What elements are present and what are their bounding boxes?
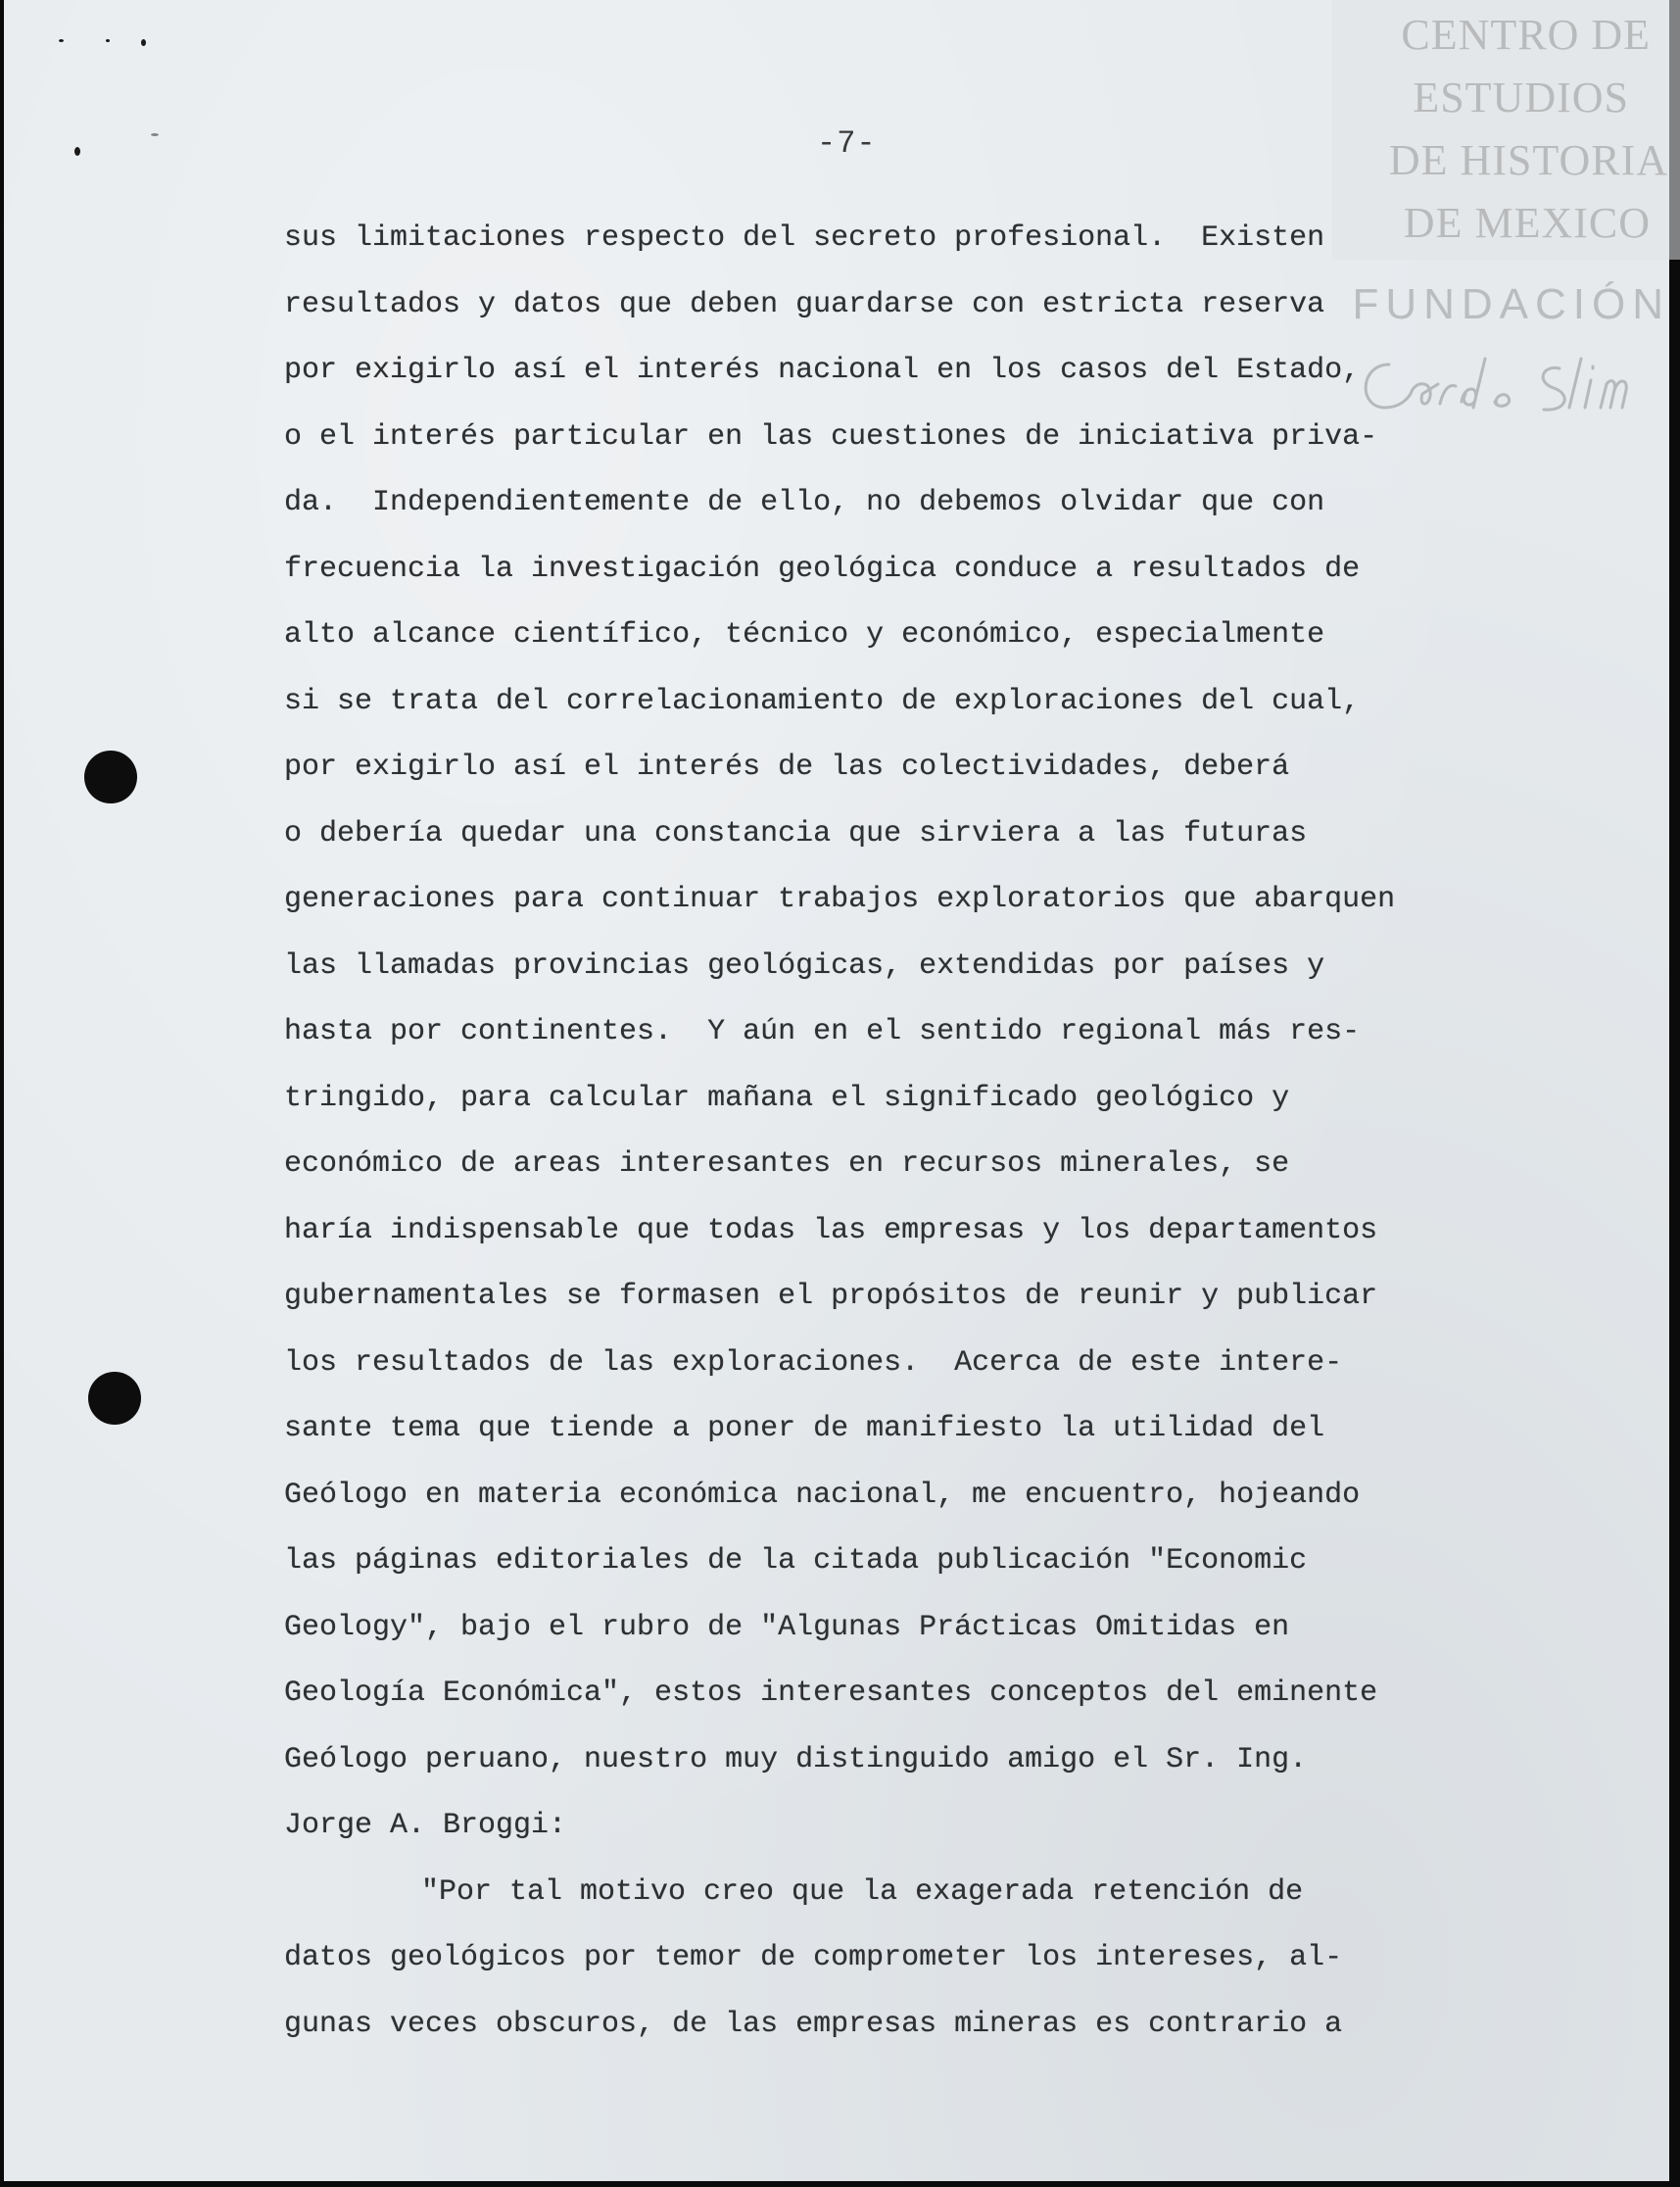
- watermark-foundation: FUNDACIÓN: [1352, 280, 1670, 328]
- quote-line: gunas veces obscuros, de las empresas mineras es contrario a: [284, 2007, 1343, 2041]
- text-line: da. Independientemente de ello, no debemos olvidar que con: [284, 486, 1325, 519]
- typed-body-text: [284, 216, 1548, 2067]
- text-line: por exigirlo así el interés de las colectividades, deberá: [284, 751, 1290, 784]
- text-line: alto alcance científico, técnico y económico, especialmente: [284, 618, 1325, 652]
- text-line: frecuencia la investigación geológica conduce a resultados de: [284, 552, 1361, 586]
- paper-speck: [106, 39, 110, 42]
- text-line: Geología Económica", estos interesantes conceptos del eminente: [284, 1677, 1378, 1710]
- text-line: económico de areas interesantes en recursos minerales, se: [284, 1147, 1290, 1181]
- text-line: por exigirlo así el interés nacional en los casos del Estado,: [284, 354, 1361, 387]
- text-line: generaciones para continuar trabajos exploratorios que abarquen: [284, 883, 1396, 916]
- text-line: las llamadas provincias geológicas, extendidas por países y: [284, 948, 1325, 983]
- watermark-line: DE MEXICO: [1403, 199, 1651, 247]
- text-line: sus limitaciones respecto del secreto profesional. Existen: [284, 221, 1325, 255]
- text-line: Geólogo peruano, nuestro muy distinguido amigo el Sr. Ing.: [284, 1742, 1308, 1776]
- paper-speck: [141, 39, 146, 46]
- text-line: resultados y datos que deben guardarse con estricta reserva: [284, 287, 1325, 321]
- text-line: o debería quedar una constancia que sirviera a las futuras: [284, 816, 1308, 850]
- watermark-line: DE HISTORIA: [1388, 136, 1668, 184]
- text-line: si se trata del correlacionamiento de exploraciones del cual,: [284, 684, 1361, 718]
- quote-line: "Por tal motivo creo que la exagerada retención de: [421, 1874, 1304, 1909]
- watermark-line: CENTRO DE: [1401, 11, 1651, 59]
- punch-hole: [88, 1372, 141, 1425]
- text-line: hasta por continentes. Y aún en el sentido regional más res-: [284, 1015, 1361, 1048]
- text-line: Geology", bajo el rubro de "Algunas Prácticas Omitidas en: [284, 1610, 1290, 1644]
- paper-speck: [59, 39, 64, 42]
- watermark-signature-icon: [1350, 351, 1663, 419]
- text-line: Jorge A. Broggi:: [284, 1809, 567, 1842]
- quote-line: datos geológicos por temor de comprometer los intereses, al-: [284, 1941, 1343, 1974]
- text-line: sante tema que tiende a poner de manifiesto la utilidad del: [284, 1412, 1325, 1445]
- page-number: -7-: [817, 125, 877, 162]
- watermark-line: ESTUDIOS: [1413, 73, 1629, 122]
- text-line: haría indispensable que todas las empresas y los departamentos: [284, 1213, 1378, 1247]
- text-line: las páginas editoriales de la citada publicación "Economic: [284, 1544, 1308, 1578]
- paper-speck: [151, 133, 159, 136]
- text-line: tringido, para calcular mañana el significado geológico y: [284, 1081, 1290, 1115]
- archive-watermark: [1332, 0, 1680, 260]
- punch-hole: [84, 751, 137, 803]
- text-line: Geólogo en materia económica nacional, me encuentro, hojeando: [284, 1478, 1361, 1512]
- text-line: gubernamentales se formasen el propósitos de reunir y publicar: [284, 1280, 1378, 1313]
- text-line: o el interés particular en las cuestiones de iniciativa priva-: [284, 419, 1378, 454]
- text-line: los resultados de las exploraciones. Acerca de este intere-: [284, 1345, 1343, 1380]
- paper-speck: [74, 147, 80, 156]
